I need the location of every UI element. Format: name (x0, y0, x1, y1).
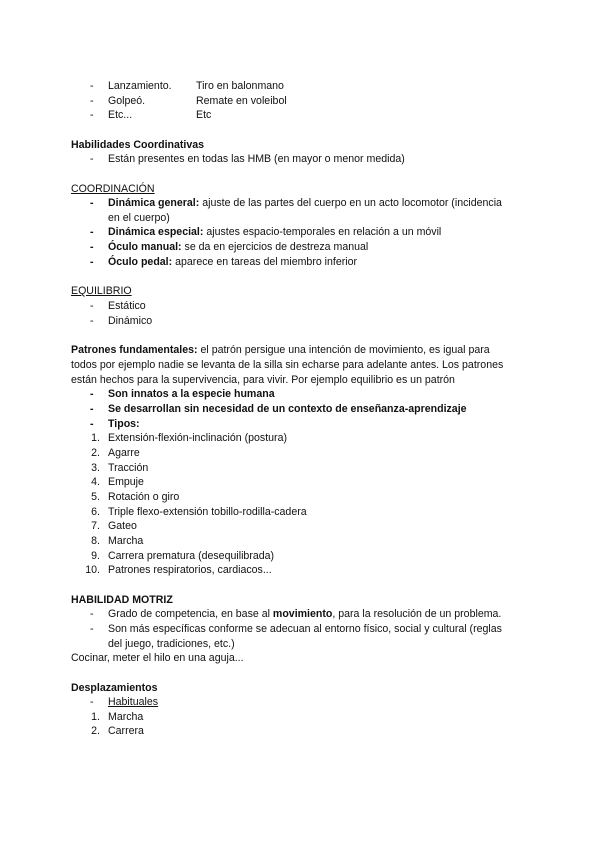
list-item-example: Tiro en balonmano (196, 80, 284, 92)
paragraph-line: están hechos para la supervivencia, para vivir. Por ejemplo equilibrio es un patrón (71, 374, 455, 386)
section-heading: Habilidades Coordinativas (71, 139, 205, 151)
section-heading: HABILIDAD MOTRIZ (71, 594, 173, 606)
list-item-example: Etc (196, 109, 212, 121)
list-item-continuation: en el cuerpo) (108, 212, 170, 224)
section-heading: EQUILIBRIO (71, 285, 132, 297)
paragraph-line: Patrones fundamentales: el patrón persigue una intención de movimiento, es igual para (71, 344, 490, 356)
document-page: - Lanzamiento. Tiro en balonmano - Golpeó. Remate en voleibol - Etc... Etc Habilidades Coordinativas - Están presentes en todas las HMB (en mayor o menor medida) COORDINACIÓN - Dinámica general: ajuste de las partes del cuerpo en un acto locomotor (incidencia en el cuerpo) - Dinámica especial: ajustes espacio-temporales en relación a un móvil - Óculo manual: se da en ejercicios de destreza manual - Óculo pedal: aparece en tareas del miembro inferior EQUILIBRIO - Estático - Dinámico Patrones fundamentales: el patrón persigue una intención de movimiento, es igual para todos por ejemplo nadie se levanta de la silla sin echarse para adelante antes. Los patrones están hechos para la supervivencia, para vivir. Por ejemplo equilibrio es un patrón - Son innatos a la especie humana - Se desarrollan sin necesidad de un contexto de enseñanza-aprendizaje - Tipos: 1. Extensión-flexión-inclinación (postura) 2. Agarre 3. Tracción 4. Empuje 5. Rotación o giro 6. Triple flexo-extensión tobillo-rodilla-cadera 7. Gateo 8. Marcha 9. Carrera prematura (desequilibrada) 10. Patrones respiratorios, cardiacos... HABILIDAD MOTRIZ - Grado de competencia, en base al movimiento, para la resolución de un problema. - Son más específicas conforme se adecuan al entorno físico, social y cultural (reglas del juego, tradiciones, etc.) Cocinar, meter el hilo en una aguja... Desplazamientos - Habituales 1. Marcha 2. Carrera (71, 80, 504, 737)
section-heading: COORDINACIÓN (71, 183, 155, 195)
list-item-example: Remate en voleibol (196, 95, 287, 107)
list-item-term: Lanzamiento. (108, 80, 172, 92)
paragraph-line: Cocinar, meter el hilo en una aguja... (71, 652, 244, 664)
list-item-term: Etc... (108, 109, 133, 121)
paragraph-line: todos por ejemplo nadie se levanta de la silla sin echarse para adelante antes. Los patrones (71, 359, 504, 371)
list-item-term: Golpeó. (108, 95, 146, 107)
section-heading: Desplazamientos (71, 682, 158, 694)
list-item-continuation: del juego, tradiciones, etc.) (108, 638, 235, 650)
